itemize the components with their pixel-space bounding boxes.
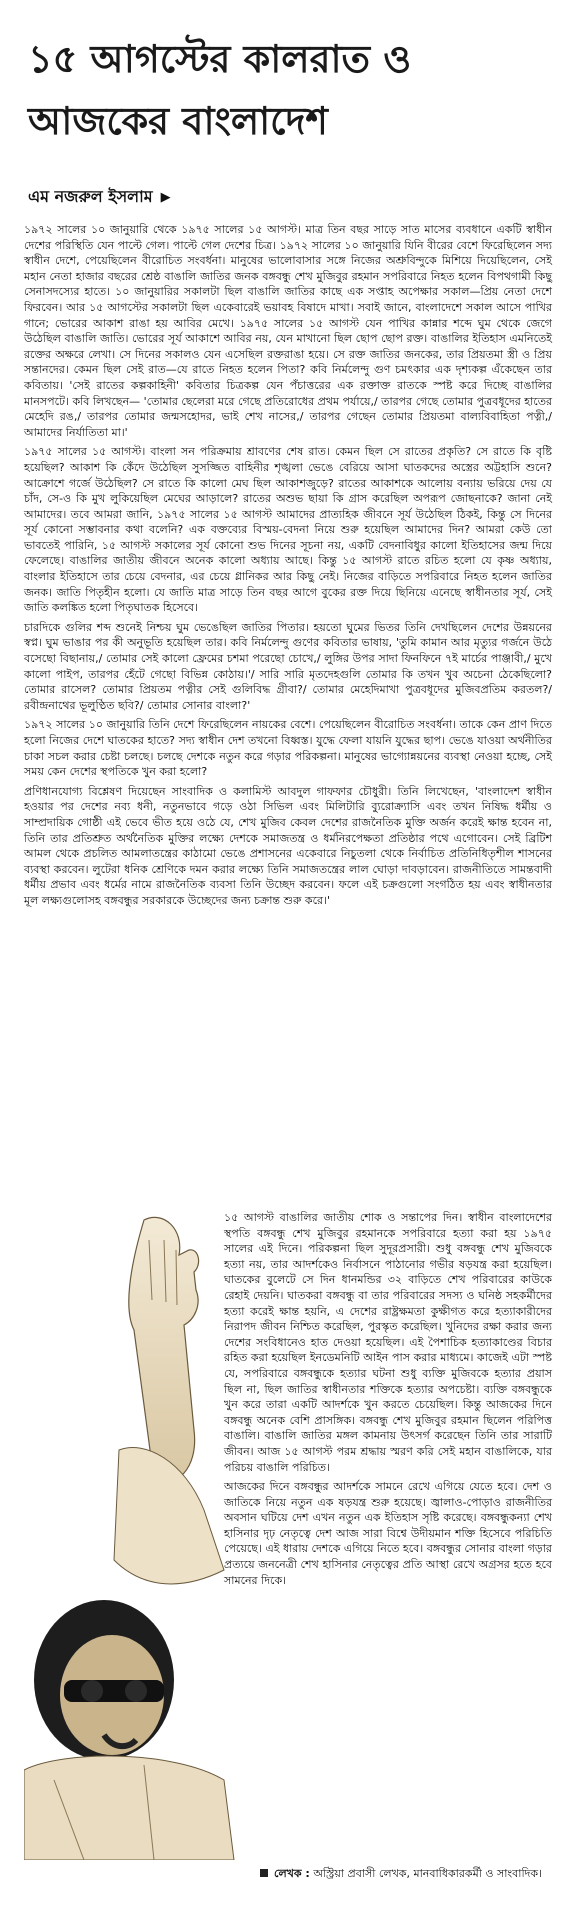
- paragraph: আজকের দিনে বঙ্গবন্ধুর আদর্শকে সামনে রেখে এগিয়ে যেতে হবে। দেশ ও জাতিকে নিয়ে নতুন এক ষড়যন্ত্র শুরু হয়েছে। জ্বালাও-পোড়াও রাজনীতির অবসান ঘটিয়ে দেশ এখন নতুন এক ইতিহাস সৃষ্টি করেছে। বঙ্গবন্ধুকন্যা শেখ হাসিনার দৃঢ় নেতৃত্বে দেশ আজ সারা বিশ্বে উদীয়মান শক্তি হিসেবে পরিচিতি পেয়েছে। এই ধারায় দেশকে এগিয়ে নিতে হবে। বঙ্গবন্ধুর সোনার বাংলা গড়ার প্রত্যয়ে জননেত্রী শেখ হাসিনার নেতৃত্বের প্রতি আস্থা রেখে অগ্রসর হতে হবে সামনের দিকে।: [224, 1480, 552, 1587]
- paragraph: ১৯৭২ সালের ১০ জানুয়ারি থেকে ১৯৭৫ সালের ১৫ আগস্ট। মাত্র তিন বছর সাড়ে সাত মাসের ব্যবধানে একটি স্বাধীন দেশের পরিস্থিতি যেন পাল্টে গেল। পাল্টে গেল দেশের চিত্র। ১৯৭২ সালের ১০ জানুয়ারি যিনি বীরের বেশে ফিরেছিলেন সদ্য স্বাধীন দেশে, পেয়েছিলেন বীরোচিত সংবর্ধনা। মানুষের ভালোবাসার সঙ্গে নিজের অশ্রুবিন্দুকে মিশিয়ে দিয়েছিলেন, সেই মহান নেতা হাজার বছরের শ্রেষ্ঠ বাঙালি জাতির জনক বঙ্গবন্ধু শেখ মুজিবুর রহমান সপরিবারে নিহত হলেন বিপথগামী কিছু সেনাসদস্যের হাতে। ১০ জানুয়ারির সকালটা ছিল বাঙালি জাতির কাছে এক সপ্তাহ অপেক্ষার সকাল—প্রিয় নেতা দেশে ফিরবেন। আর ১৫ আগস্টের সকালটা ছিল একেবারেই ভয়াবহ বিষাদে মাখা। সবাই জানে, বাংলাদেশে সকাল আসে পাখির গানে; ভোরের আকাশ রাঙা হয় আবির মেখে। ১৯৭৫ সালের ১৫ আগস্ট যেন পাখির কান্নার শব্দে ঘুম থেকে জেগে উঠেছিল বাঙালি জাতি। ভোরের সূর্য আকাশে আবির নয়, যেন মাখানো ছিল ছোপ ছোপ রক্ত। বাঙালির ইতিহাস এমনিতেই রক্তের অক্ষরে লেখা। সে দিনের সকালও যেন এসেছিল রক্তরাঙা হয়ে। সে রক্ত জাতির জনকের, তার প্রিয়তমা স্ত্রী ও প্রিয় সন্তানদের। কেমন ছিল সেই রাত—যে রাতে নিহত হলেন পিতা? কবি নির্মলেন্দু গুণ চমৎকার এক দৃশ্যকল্প এঁকেছেন তার কবিতায়। 'সেই রাতের কল্পকাহিনী' কবিতার চিত্রকল্প যেন পঁচাত্তরের এক রক্তাক্ত রাতকে স্পষ্ট করে দিচ্ছে বাঙালির মানসপটে। কবি লিখছেন— 'তোমার ছেলেরা মরে গেছে প্রতিরোধের প্রথম পর্যায়ে,/ তারপর গেছে তোমার পুত্রবধূদের হাতের মেহেদি রঙ,/ তারপর তোমার জন্মসহোদর, ভাই শেখ নাসের,/ তারপর গেছেন তোমার প্রিয়তমা বাল্যবিবাহিতা পত্নী,/ আমাদের নির্যাতিতা মা।': [24, 223, 552, 439]
- lower-column: [224, 1210, 552, 1592]
- author-note-text: অস্ট্রিয়া প্রবাসী লেখক, মানবাধিকারকর্মী ও সাংবাদিক।: [313, 1867, 543, 1880]
- triangle-right-icon: ▶: [160, 190, 171, 205]
- lower-section: [24, 1210, 552, 1860]
- author-name: এম নজরুল ইসলাম: [28, 187, 153, 206]
- paragraph: ১৯৭২ সালের ১০ জানুয়ারি তিনি দেশে ফিরেছিলেন নায়কের বেশে। পেয়েছিলেন বীরোচিত সংবর্ধনা। তাকে কেন প্রাণ দিতে হলো নিজের দেশে ঘাতকের হাতে? সদ্য স্বাধীন দেশ তখনো বিধ্বস্ত। যুদ্ধে ফেলা যায়নি যুদ্ধের ছাপ। ভেঙে যাওয়া অর্থনীতির চাকা সচল করার চেষ্টা চলছে। চলছে দেশকে নতুন করে গড়ার পরিকল্পনা। মানুষের ভাগ্যোন্নয়নের ব্যবস্থা নেওয়া হচ্ছে, সেই সময় কেন দেশের স্থপতিকে খুন করা হলো?: [24, 718, 552, 779]
- headline: ১৫ আগস্টের কালরাত ও আজকের বাংলাদেশ: [28, 37, 412, 143]
- paragraph: ১৯৭৫ সালের ১৫ আগস্ট। বাংলা সন পরিক্রমায় শ্রাবণের শেষ রাত। কেমন ছিল সে রাতের প্রকৃতি? সে রাতে কি বৃষ্টি হয়েছিল? আকাশ কি কেঁদে উঠেছিল সুসজ্জিত বাহিনীর শৃঙ্খলা ভেঙে বেরিয়ে আসা ঘাতকদের অস্ত্রের অট্টহাসি শুনে? আক্রোশে গর্জে উঠেছিল? সে রাতে কি কালো মেঘ ছিল আকাশজুড়ে? রাতের আকাশকে আলোয় বন্যায় ভরিয়ে দেয় যে চাঁদ, সে-ও কি মুখ লুকিয়েছিল মেঘের আড়ালে? রাতের অশুভ ছায়া কি গ্রাস করেছিল অপরূপ জোছনাকে? জানা নেই আমাদের। তবে আমরা জানি, ১৯৭৫ সালের ১৫ আগস্ট আমাদের প্রাত্যহিক জীবনে সূর্য উঠেছিল ঠিকই, কিন্তু সে দিনের সূর্য কোনো সম্ভাবনার কথা বলেনি? এক বক্তব্যের বিস্ময়-বেদনা নিয়ে শুরু হয়েছিল আমাদের দিন? আমরা কেউ তো ভাবতেই পারিনি, ১৫ আগস্ট সকালের সূর্য কোনো শুভ দিনের সূচনা নয়, একটি বেদনাবিধুর কালো ইতিহাসের জন্ম দিয়ে ফেলেছে। বাঙালির জাতীয় জীবনে অনেক কালো অধ্যায় আছে। কিন্তু ১৫ আগস্ট রাতে রচিত হলো যে কৃষ্ণ অধ্যায়, বাংলার ইতিহাসে তার চেয়ে বেদনার, এর চেয়ে গ্লানিকর আর কিছু নেই। নিজের বাড়িতে সপরিবারে নিহত হলেন জাতির জনক। জাতি পিতৃহীন হলো। যে জাতি মাত্র সাড়ে তিন বছর আগে বুকের রক্ত দিয়ে ছিনিয়ে এনেছে স্বাধীনতার সূর্য, সেই জাতি কলঙ্কিত হলো পিতৃঘাতক হিসেবে।: [24, 445, 552, 615]
- square-bullet-icon: [260, 1869, 268, 1877]
- article-body: [24, 222, 552, 913]
- byline: [28, 184, 171, 211]
- paragraph: প্রণিধানযোগ্য বিশ্লেষণ দিয়েছেন সাংবাদিক ও কলামিস্ট আবদুল গাফফার চৌধুরী। তিনি লিখেছেন, 'বাংলাদেশ স্বাধীন হওয়ার পর দেশের নব্য ধনী, নতুনভাবে গড়ে ওঠা সিভিল এবং মিলিটারি ব্যুরোক্র্যাসি এবং তখন নিষিদ্ধ ধর্মীয় ও সাম্প্রদায়িক গোষ্ঠী এই ভেবে ভীত হয়ে ওঠে যে, শেখ মুজিব কেবল দেশের রাজনৈতিক মুক্তি অর্জন করেই ক্ষান্ত হবেন না, তিনি তার প্রতিশ্রুত অর্থনৈতিক মুক্তির লক্ষ্যে দেশকে সমাজতন্ত্র ও ধর্মনিরপেক্ষতা প্রতিষ্ঠার পথে এগোবেন। সেই ব্রিটিশ আমল থেকে প্রচলিত আমলাতন্ত্রের কাঠামো ভেঙে প্রশাসনের একেবারে নিচুতলা থেকে নির্বাচিত প্রতিনিধিতৃশীল শাসনের ব্যবস্থা করবেন। লুটেরা ধনিক শ্রেণিকে দমন করার লক্ষ্যে তিনি সমাজতন্ত্রের লাল ঘোড়া দাবড়াবেন। রাজনীতিতে সামন্তবাদী ধর্মীয় প্রভাব এবং ধর্মের নামে রাজনৈতিক ব্যবসা তিনি উচ্ছেদ করবেন। ফলে এই চক্রগুলো সংগঠিত হয় এবং স্বাধীনতার মূল লক্ষ্যগুলোসহ বঙ্গবন্ধুর সরকারকে উচ্ছেদের জন্য চক্রান্ত শুরু করে।': [24, 784, 552, 907]
- author-note: [260, 1866, 550, 1882]
- author-note-label: লেখক :: [274, 1867, 310, 1880]
- paragraph: চারদিকে গুলির শব্দ শুনেই নিশ্চয় ঘুম ভেঙেছিল জাতির পিতার। হয়তো ঘুমের ভিতর তিনি দেখছিলেন দেশের উন্নয়নের স্বপ্ন। ঘুম ভাঙার পর কী অনুভূতি হয়েছিল তার। কবি নির্মলেন্দু গুণের কবিতার ভাষায়, 'তুমি কামান আর মৃত্যুর গর্জনে উঠে বসেছো বিছানায়,/ তোমার সেই কালো ফ্রেমের চশমা পরেছো চোখে,/ লুঙ্গির উপর সাদা ফিনফিনে ৭ই মার্চের পাঞ্জাবী,/ মুখে কালো পাইপ, তারপর হেঁটে গেছো বিভিন্ন কোঠায়।'/ সারি সারি মৃতদেহগুলি তোমার কি তখন খুব অচেনা ঠেকেছিলো? তোমার রাসেল? তোমার প্রিয়তম পত্নীর সেই গুলিবিদ্ধ গ্রীবা?/ তোমার মেহেদিমাখা পুত্রবধূদের মুজিবপ্রতিম করতল?/ রবীন্দ্রনাথের ভূলুণ্ঠিত ছবি?/ তোমার সোনার বাংলা?': [24, 620, 552, 712]
- paragraph: ১৫ আগস্ট বাঙালির জাতীয় শোক ও সন্তাপের দিন। স্বাধীন বাংলাদেশের স্থপতি বঙ্গবন্ধু শেখ মুজিবুর রহমানকে সপরিবারে হত্যা করা হয় ১৯৭৫ সালের এই দিনে। পরিকল্পনা ছিল সুদূরপ্রসারী। শুধু বঙ্গবন্ধু শেখ মুজিবকে হত্যা নয়, তার আদর্শকেও নির্বাসনে পাঠানোর গভীর ষড়যন্ত্র করা হয়েছিল। ঘাতকের বুলেটে সে দিন ধানমন্ডির ৩২ বাড়িতে শেখ পরিবারের কাউকে রেহাই দেয়নি। ঘাতকরা বঙ্গবন্ধু বা তার পরিবারের সদস্য ও ঘনিষ্ঠ সহকর্মীদের হত্যা করেই ক্ষান্ত হয়নি, এ দেশের রাষ্ট্রক্ষমতা কুক্ষীগত করে হত্যাকারীদের নিরাপদ জীবন নিশ্চিত করেছিল, পুরস্কৃত করেছিল। খুনিদের রক্ষা করার জন্য দেশের সংবিধানেও হাত দেওয়া হয়েছিল। এই পৈশাচিক হত্যাকাণ্ডের বিচার রহিত করা হয়েছিল ইনডেমনিটি আইন পাস করার মাধ্যমে। কাজেই এটা স্পষ্ট যে, সপরিবারে বঙ্গবন্ধুকে হত্যার ঘটনা শুধু ব্যক্তি মুজিবকে হত্যার প্রয়াস ছিল না, ছিল জাতির স্বাধীনতার শক্তিকে হত্যার অপচেষ্টা। ব্যক্তি বঙ্গবন্ধুকে খুন করে তারা একটি আদর্শকে খুন করতে চেয়েছিল। কিন্তু আজকের দিনে বঙ্গবন্ধু অনেক বেশি প্রাসঙ্গিক। বঙ্গবন্ধু শেখ মুজিবুর রহমান ছিলেন পরিপিত্ত বাঙালি। বাঙালি জাতির মঙ্গল কামনায় উৎসর্গ করেছেন তিনি তার সারাটি জীবন। আজ ১৫ আগস্ট পরম শ্রদ্ধায় স্মরণ করি সেই মহান বাঙালিকে, যার পরিচয় বাঙালি পরিচিত।: [224, 1211, 552, 1474]
